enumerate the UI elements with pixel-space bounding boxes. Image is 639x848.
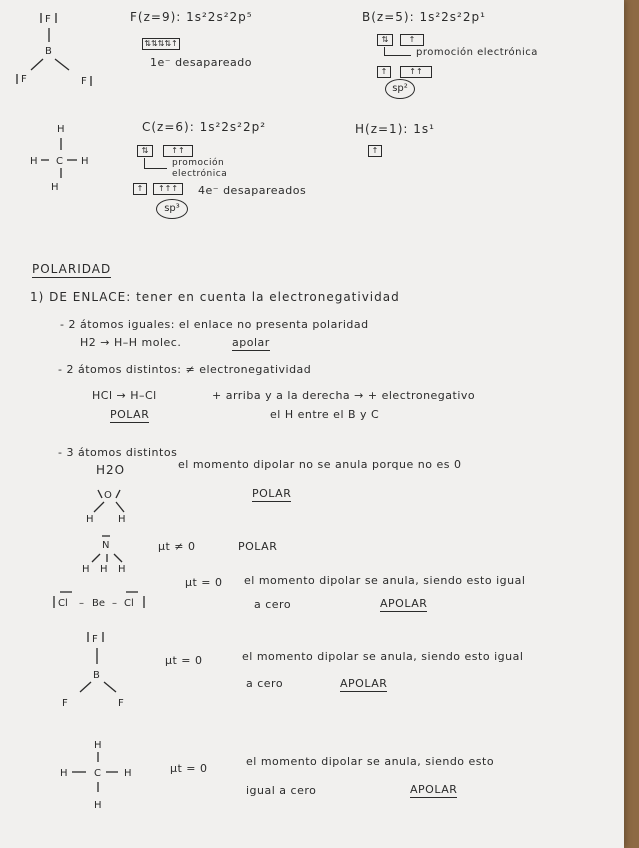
atom-h: H	[86, 514, 94, 525]
b-promoted-p: ↑↑	[400, 66, 432, 78]
c-orbital-p: ↑↑	[163, 145, 193, 157]
electronegativity-trend: + arriba y a la derecha → + electronegativo	[212, 389, 476, 402]
atom-h: H	[100, 564, 108, 575]
hcl-polar: POLAR	[110, 408, 150, 421]
bf3-text-2: a cero	[246, 677, 284, 690]
atom-f: F	[21, 74, 27, 85]
polaridad-heading: POLARIDAD	[32, 262, 112, 276]
f-note: 1e⁻ desapareado	[150, 56, 253, 69]
section-de-enlace: 1) DE ENLACE: tener en cuenta la electronegatividad	[30, 290, 400, 304]
c-promotion-note: promoción electrónica	[172, 158, 228, 179]
b-configuration: B(z=5): 1s²2s²2p¹	[362, 10, 486, 24]
ch4-text-2: igual a cero	[246, 784, 317, 797]
bf3-apolar: APOLAR	[340, 677, 388, 690]
atom-h: H	[118, 514, 126, 525]
atom-c: C	[56, 156, 63, 167]
atom-be: Be	[92, 598, 106, 609]
atom-h: H	[51, 182, 59, 193]
same-atoms-line: - 2 átomos iguales: el enlace no presenta polaridad	[60, 318, 369, 331]
h2o-label: H2O	[96, 463, 126, 477]
c-orbital-s: ⇅	[137, 145, 153, 157]
c-promoted-s: ↑	[133, 183, 147, 195]
ch4-dipole: μt = 0	[170, 762, 208, 775]
atom-o: O	[104, 490, 112, 501]
ch4-structure	[60, 736, 140, 816]
atom-h: H	[81, 156, 89, 167]
becl2-text-2: a cero	[254, 598, 292, 611]
bf3-text-1: el momento dipolar se anula, siendo esto igual	[242, 650, 524, 663]
atom-h: H	[57, 124, 65, 135]
atom-h: H	[60, 768, 68, 779]
nh3-structure	[80, 534, 140, 576]
c-note: 4e⁻ desapareados	[198, 184, 307, 197]
atom-f: F	[62, 698, 68, 709]
b-orbital-p: ↑	[400, 34, 424, 46]
h-position-note: el H entre el B y C	[270, 408, 380, 421]
diff-atoms-line: - 2 átomos distintos: ≠ electronegatividad	[58, 363, 312, 376]
atom-h: H	[118, 564, 126, 575]
h2-line: H2 → H–H molec.	[80, 336, 182, 349]
b-orbital-s: ⇅	[377, 34, 393, 46]
atom-b: B	[93, 670, 100, 681]
atom-c: C	[94, 768, 101, 779]
atom-h: H	[94, 800, 102, 811]
h2o-polar: POLAR	[252, 487, 292, 500]
atom-f: F	[81, 76, 87, 87]
c-configuration: C(z=6): 1s²2s²2p²	[142, 120, 267, 134]
nh3-dipole: μt ≠ 0	[158, 540, 196, 553]
atom-b: B	[45, 46, 52, 57]
three-atoms-line: - 3 átomos distintos	[58, 446, 178, 459]
f-orbital-boxes: ⇅⇅⇅⇅↑	[142, 38, 180, 50]
ch4-apolar: APOLAR	[410, 783, 458, 796]
f-configuration: F(z=9): 1s²2s²2p⁵	[130, 10, 253, 24]
atom-f: F	[92, 634, 98, 645]
becl2-text-1: el momento dipolar se anula, siendo esto igual	[244, 574, 526, 587]
atom-h: H	[124, 768, 132, 779]
becl2-dipole: μt = 0	[185, 576, 223, 589]
atom-f: F	[45, 14, 51, 25]
c-hybrid-circle: sp³	[156, 199, 188, 219]
b-hybrid-circle: sp²	[385, 79, 415, 99]
c-promoted-p: ↑↑↑	[153, 183, 183, 195]
nh3-polar: POLAR	[238, 540, 278, 553]
becl2-apolar: APOLAR	[380, 597, 428, 610]
b-promoted-s: ↑	[377, 66, 391, 78]
ch4-structure	[30, 120, 100, 195]
ch4-text-1: el momento dipolar se anula, siendo esto	[246, 755, 495, 768]
bf3-structure	[60, 630, 140, 712]
h-configuration: H(z=1): 1s¹	[355, 122, 435, 136]
hcl-line: HCl → H–Cl	[92, 389, 157, 402]
promotion-arrow	[144, 158, 167, 169]
b-promotion-note: promoción electrónica	[416, 47, 538, 58]
h-orbital: ↑	[368, 145, 382, 157]
atom-cl: Cl	[58, 598, 68, 609]
becl2-structure	[52, 588, 162, 612]
bf3-dipole: μt = 0	[165, 654, 203, 667]
atom-n: N	[102, 540, 110, 551]
bf3-structure	[15, 10, 105, 95]
atom-h: H	[94, 740, 102, 751]
promotion-arrow	[384, 47, 411, 56]
atom-f: F	[118, 698, 124, 709]
atom-cl: Cl	[124, 598, 134, 609]
h2o-text: el momento dipolar no se anula porque no es 0	[178, 458, 462, 471]
atom-h: H	[30, 156, 38, 167]
atom-h: H	[82, 564, 90, 575]
h2o-structure	[80, 486, 150, 526]
bond: –	[112, 598, 117, 609]
bond: –	[79, 598, 84, 609]
apolar-word: apolar	[232, 336, 270, 349]
